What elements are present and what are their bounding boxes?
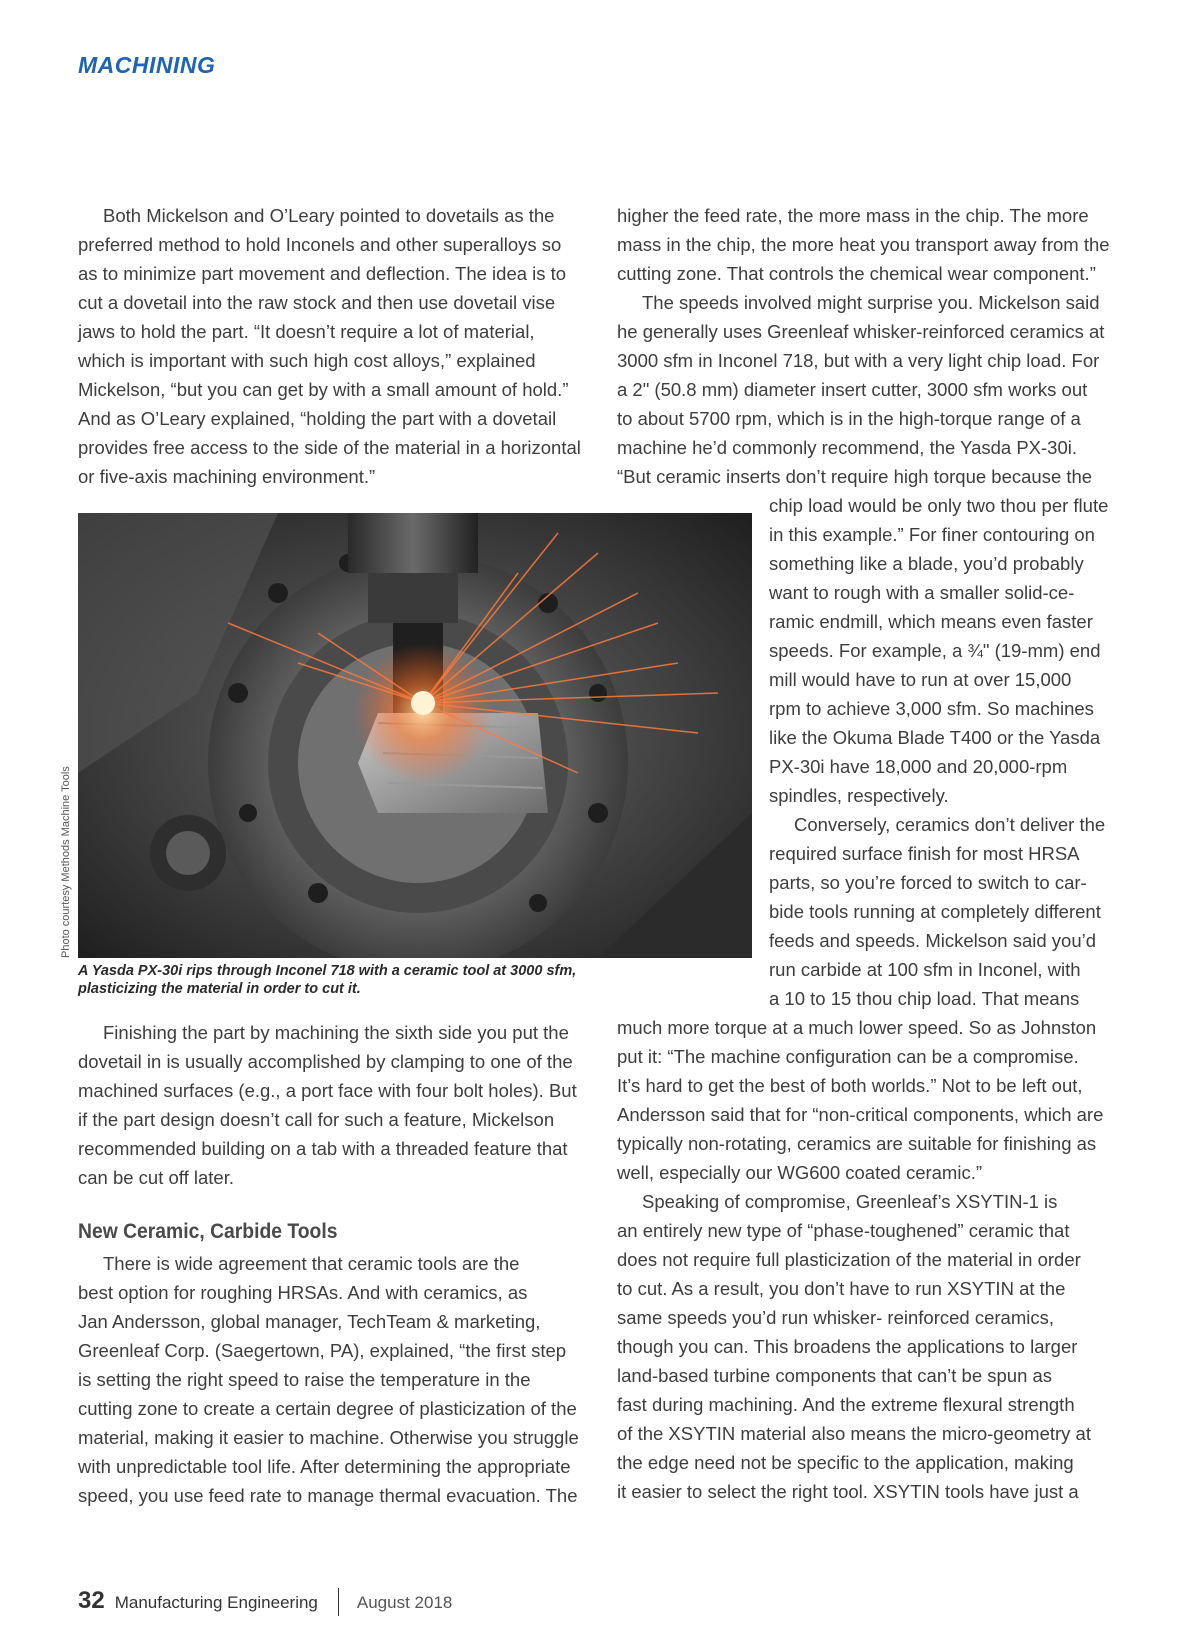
text-line: 3000 sfm in Inconel 718, but with a very light chip load. For <box>617 350 1100 371</box>
text-line: best option for roughing HRSAs. And with ceramics, as <box>78 1282 528 1303</box>
text-line: something like a blade, you’d probably <box>769 553 1084 574</box>
subhead: New Ceramic, Carbide Tools <box>78 1220 338 1243</box>
text-line: which is important with such high cost alloys,” explained <box>78 350 536 371</box>
text-line: mill would have to run at over 15,000 <box>769 669 1072 690</box>
page-footer <box>78 1587 452 1617</box>
text-line: it easier to select the right tool. XSYTIN tools have just a <box>617 1481 1079 1502</box>
text-line: land-based turbine components that can’t be spun as <box>617 1365 1053 1386</box>
text-line: can be cut off later. <box>78 1167 234 1188</box>
text-line: spindles, respectively. <box>769 785 949 806</box>
text-line: to cut. As a result, you don’t have to run XSYTIN at the <box>617 1278 1066 1299</box>
text-line: rpm to achieve 3,000 sfm. So machines <box>769 698 1094 719</box>
text-line: Speaking of compromise, Greenleaf’s XSYTIN-1 is <box>642 1191 1058 1212</box>
text-line: typically non-rotating, ceramics are suitable for finishing as <box>617 1133 1097 1154</box>
text-line: in this example.” For finer contouring on <box>769 524 1095 545</box>
text-line: or five-axis machining environment.” <box>78 466 376 487</box>
text-line: speeds. For example, a ¾" (19-mm) end <box>769 640 1101 661</box>
text-line: Jan Andersson, global manager, TechTeam & marketing, <box>78 1311 541 1332</box>
text-line: dovetail in is usually accomplished by clamping to one of the <box>78 1051 573 1072</box>
photo-caption-line-1: A Yasda PX-30i rips through Inconel 718 with a ceramic tool at 3000 sfm, <box>78 963 577 979</box>
text-line: put it: “The machine configuration can be a compromise. <box>617 1046 1079 1067</box>
text-line: cut a dovetail into the raw stock and then use dovetail vise <box>78 292 556 313</box>
text-line: And as O’Leary explained, “holding the part with a dovetail <box>78 408 557 429</box>
text-line: the edge need not be specific to the application, making <box>617 1452 1074 1473</box>
text-line: to about 5700 rpm, which is in the high-torque range of a <box>617 408 1081 429</box>
text-line: run carbide at 100 sfm in Inconel, with <box>769 959 1081 980</box>
text-line: with unpredictable tool life. After determining the appropriate <box>78 1456 571 1477</box>
text-line: recommended building on a tab with a threaded feature that <box>78 1138 568 1159</box>
text-line: well, especially our WG600 coated ceramic.” <box>617 1162 983 1183</box>
text-line: though you can. This broadens the applications to larger <box>617 1336 1078 1357</box>
text-line: There is wide agreement that ceramic tools are the <box>103 1253 520 1274</box>
text-line: required surface finish for most HRSA <box>769 843 1080 864</box>
text-line: cutting zone. That controls the chemical wear component.” <box>617 263 1096 284</box>
text-line: a 10 to 15 thou chip load. That means <box>769 988 1080 1009</box>
text-line: preferred method to hold Inconels and other superalloys so <box>78 234 562 255</box>
text-line: bide tools running at completely different <box>769 901 1101 922</box>
text-line: “But ceramic inserts don’t require high torque because the <box>617 466 1093 487</box>
footer-divider <box>338 1588 339 1616</box>
text-line: does not require full plasticization of the material in order <box>617 1249 1081 1270</box>
issue-date: August 2018 <box>356 1593 453 1612</box>
text-line: an entirely new type of “phase-toughened” ceramic that <box>617 1220 1070 1241</box>
text-line: ramic endmill, which means even faster <box>769 611 1093 632</box>
page-number: 32 <box>78 1587 105 1614</box>
text-line: as to minimize part movement and deflection. The idea is to <box>78 263 567 284</box>
text-line: same speeds you’d run whisker- reinforced ceramics, <box>617 1307 1054 1328</box>
text-line: jaws to hold the part. “It doesn’t require a lot of material, <box>78 321 535 342</box>
photo-caption-line-2: plasticizing the material in order to cut it. <box>78 981 361 997</box>
text-line: mass in the chip, the more heat you transport away from the <box>617 234 1110 255</box>
text-line: feeds and speeds. Mickelson said you’d <box>769 930 1097 951</box>
text-line: Andersson said that for “non-critical components, which are <box>617 1104 1104 1125</box>
publication-name: Manufacturing Engineering <box>114 1593 318 1612</box>
text-line: he generally uses Greenleaf whisker-reinforced ceramics at <box>617 321 1105 342</box>
text-line: machine he’d commonly recommend, the Yasda PX-30i. <box>617 437 1077 458</box>
text-line: Finishing the part by machining the sixth side you put the <box>103 1022 569 1043</box>
text-line: cutting zone to create a certain degree of plasticization of the <box>78 1398 577 1419</box>
text-line: if the part design doesn’t call for such a feature, Mickelson <box>78 1109 555 1130</box>
photo-credit: Photo courtesy Methods Machine Tools <box>60 766 72 958</box>
text-line: parts, so you’re forced to switch to car- <box>769 872 1087 893</box>
text-line: a 2" (50.8 mm) diameter insert cutter, 3000 sfm works out <box>617 379 1088 400</box>
text-line: PX-30i have 18,000 and 20,000-rpm <box>769 756 1068 777</box>
text-line: speed, you use feed rate to manage thermal evacuation. The <box>78 1485 578 1506</box>
text-line: Mickelson, “but you can get by with a small amount of hold.” <box>78 379 569 400</box>
text-line: chip load would be only two thou per flute <box>769 495 1109 516</box>
text-line: higher the feed rate, the more mass in the chip. The more <box>617 205 1089 226</box>
section-header: MACHINING <box>78 52 216 78</box>
text-line: Both Mickelson and O’Leary pointed to dovetails as the <box>103 205 555 226</box>
text-line: fast during machining. And the extreme flexural strength <box>617 1394 1075 1415</box>
text-line: Greenleaf Corp. (Saegertown, PA), explained, “the first step <box>78 1340 567 1361</box>
text-line: material, making it easier to machine. Otherwise you struggle <box>78 1427 579 1448</box>
text-line: like the Okuma Blade T400 or the Yasda <box>769 727 1101 748</box>
text-line: It’s hard to get the best of both worlds.” Not to be left out, <box>617 1075 1083 1096</box>
text-line: machined surfaces (e.g., a port face with four bolt holes). But <box>78 1080 577 1101</box>
text-line: is setting the right speed to raise the temperature in the <box>78 1369 531 1390</box>
text-line: provides free access to the side of the material in a horizontal <box>78 437 581 458</box>
text-line: of the XSYTIN material also means the micro-geometry at <box>617 1423 1091 1444</box>
machining-photo <box>78 513 752 958</box>
text-line: much more torque at a much lower speed. So as Johnston <box>617 1017 1097 1038</box>
spindle-sparks-image <box>78 513 752 958</box>
text-line: Conversely, ceramics don’t deliver the <box>794 814 1106 835</box>
text-line: want to rough with a smaller solid-ce- <box>769 582 1075 603</box>
text-line: The speeds involved might surprise you. Mickelson said <box>642 292 1100 313</box>
